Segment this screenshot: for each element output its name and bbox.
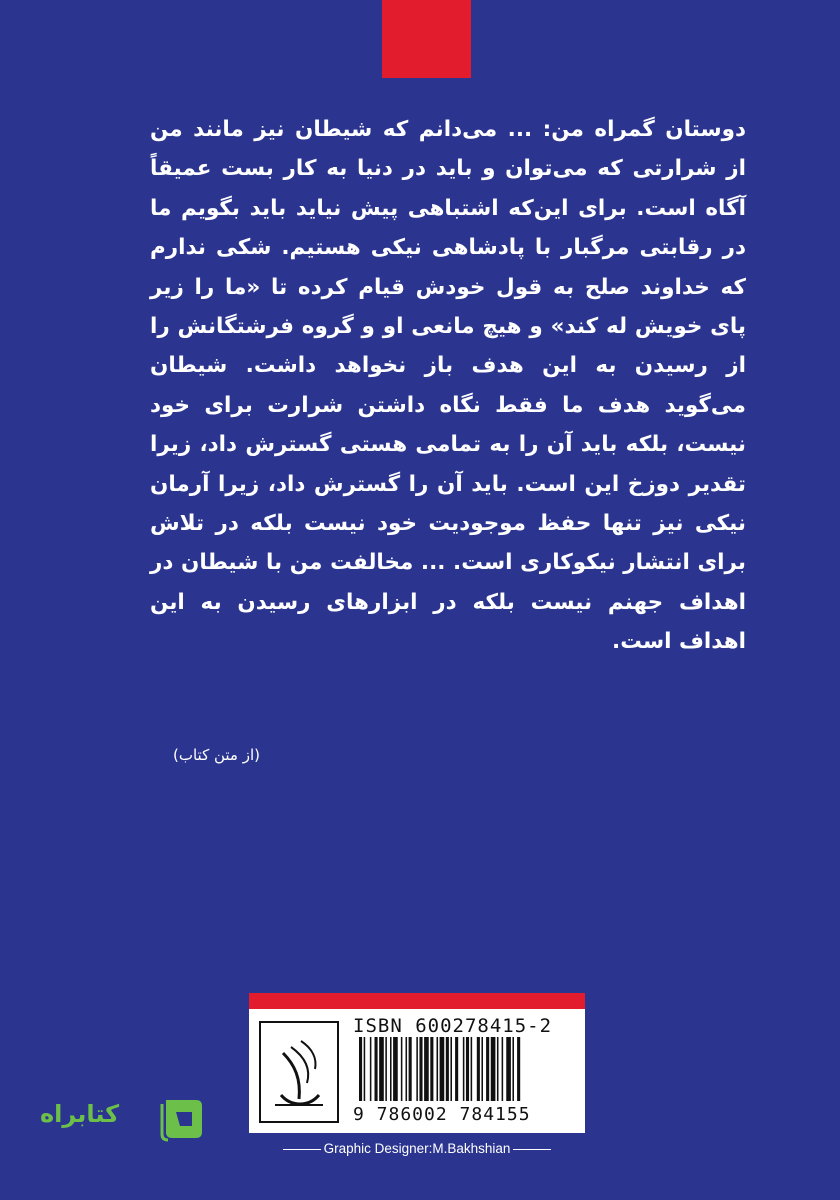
credit-rule-left bbox=[283, 1149, 321, 1150]
barcode-bar bbox=[379, 1037, 384, 1101]
barcode-bar bbox=[437, 1037, 439, 1101]
book-badge-icon bbox=[158, 1096, 204, 1142]
barcode-bar bbox=[486, 1037, 489, 1101]
top-red-bar bbox=[382, 0, 471, 78]
designer-label: Graphic Designer:M.Bakhshian bbox=[323, 1141, 511, 1156]
barcode-bar bbox=[455, 1037, 458, 1101]
barcode-bar bbox=[517, 1037, 520, 1101]
barcode-bar bbox=[385, 1037, 387, 1101]
barcode-bar bbox=[419, 1037, 422, 1101]
barcode-panel bbox=[249, 993, 585, 1133]
barcode-bar bbox=[393, 1037, 398, 1101]
barcode-bar bbox=[497, 1037, 499, 1101]
barcode-bar bbox=[409, 1037, 412, 1101]
barcode-bar bbox=[481, 1037, 483, 1101]
designer-credit bbox=[249, 1141, 585, 1156]
barcode-bar bbox=[390, 1037, 392, 1101]
credit-rule-right bbox=[513, 1149, 551, 1150]
barcode-bar bbox=[406, 1037, 408, 1101]
back-cover-text bbox=[150, 110, 746, 662]
barcode-bar bbox=[466, 1037, 469, 1101]
isbn-label: ISBN 600278415-2 bbox=[353, 1015, 553, 1037]
barcode-bar bbox=[401, 1037, 403, 1101]
barcode-bar bbox=[364, 1037, 366, 1101]
barcode-bar bbox=[471, 1037, 473, 1101]
barcode-bar bbox=[416, 1037, 418, 1101]
barcode-bar bbox=[463, 1037, 465, 1101]
barcode-bar bbox=[359, 1037, 362, 1101]
barcode-bar bbox=[512, 1037, 514, 1101]
site-name: کتابراه bbox=[40, 1100, 120, 1128]
source-note: (از متن کتاب) bbox=[173, 746, 260, 764]
barcode-bar bbox=[450, 1037, 452, 1101]
barcode-bar bbox=[477, 1037, 480, 1101]
barcode-bar bbox=[375, 1037, 378, 1101]
publisher-logo bbox=[259, 1021, 339, 1123]
barcode-bar bbox=[430, 1037, 433, 1101]
barcode-red-strip bbox=[249, 993, 585, 1009]
barcode-bar bbox=[506, 1037, 511, 1101]
barcode-bars bbox=[359, 1037, 575, 1101]
barcode-bar bbox=[370, 1037, 372, 1101]
barcode-bar bbox=[446, 1037, 449, 1101]
barcode-bar bbox=[424, 1037, 429, 1101]
barcode-bar bbox=[491, 1037, 496, 1101]
barcode-number: 9 786002 784155 bbox=[353, 1104, 531, 1125]
barcode-bar bbox=[440, 1037, 445, 1101]
barcode-bar bbox=[502, 1037, 504, 1101]
body-paragraph: دوستان گمراه من: ... می‌دانم که شیطان نیز مانند من از شرارتی که می‌توان و باید در دنیا به کار بست عمیقاً آگاه است. برای این‌که اشتباهی پیش نیاید باید بگویم ما در رقابتی مرگبار با پادشاهی نیکی هستیم. شکی ندارم که خداوند صلح به قول خودش قیام کرده تا «ما را زیر پای خویش له کند» و هیچ مانعی او و گروه فرشتگانش را از رسیدن به این هدف باز نخواهد داشت. شیطان می‌گوید هدف ما فقط نگاه داشتن شرارت برای خود نیست، بلکه باید آن را به تمامی هستی گسترش داد، زیرا تقدیر دوزخ این است. باید آن را گسترش داد، زیرا آرمان نیکی نیز تنها حفظ موجودیت خود نیست بلکه در تلاش برای انتشار نیکوکاری است. ... مخالفت من با شیطان در اهداف جهنم نیست بلکه در ابزارهای رسیدن به این اهداف است. bbox=[150, 117, 746, 655]
